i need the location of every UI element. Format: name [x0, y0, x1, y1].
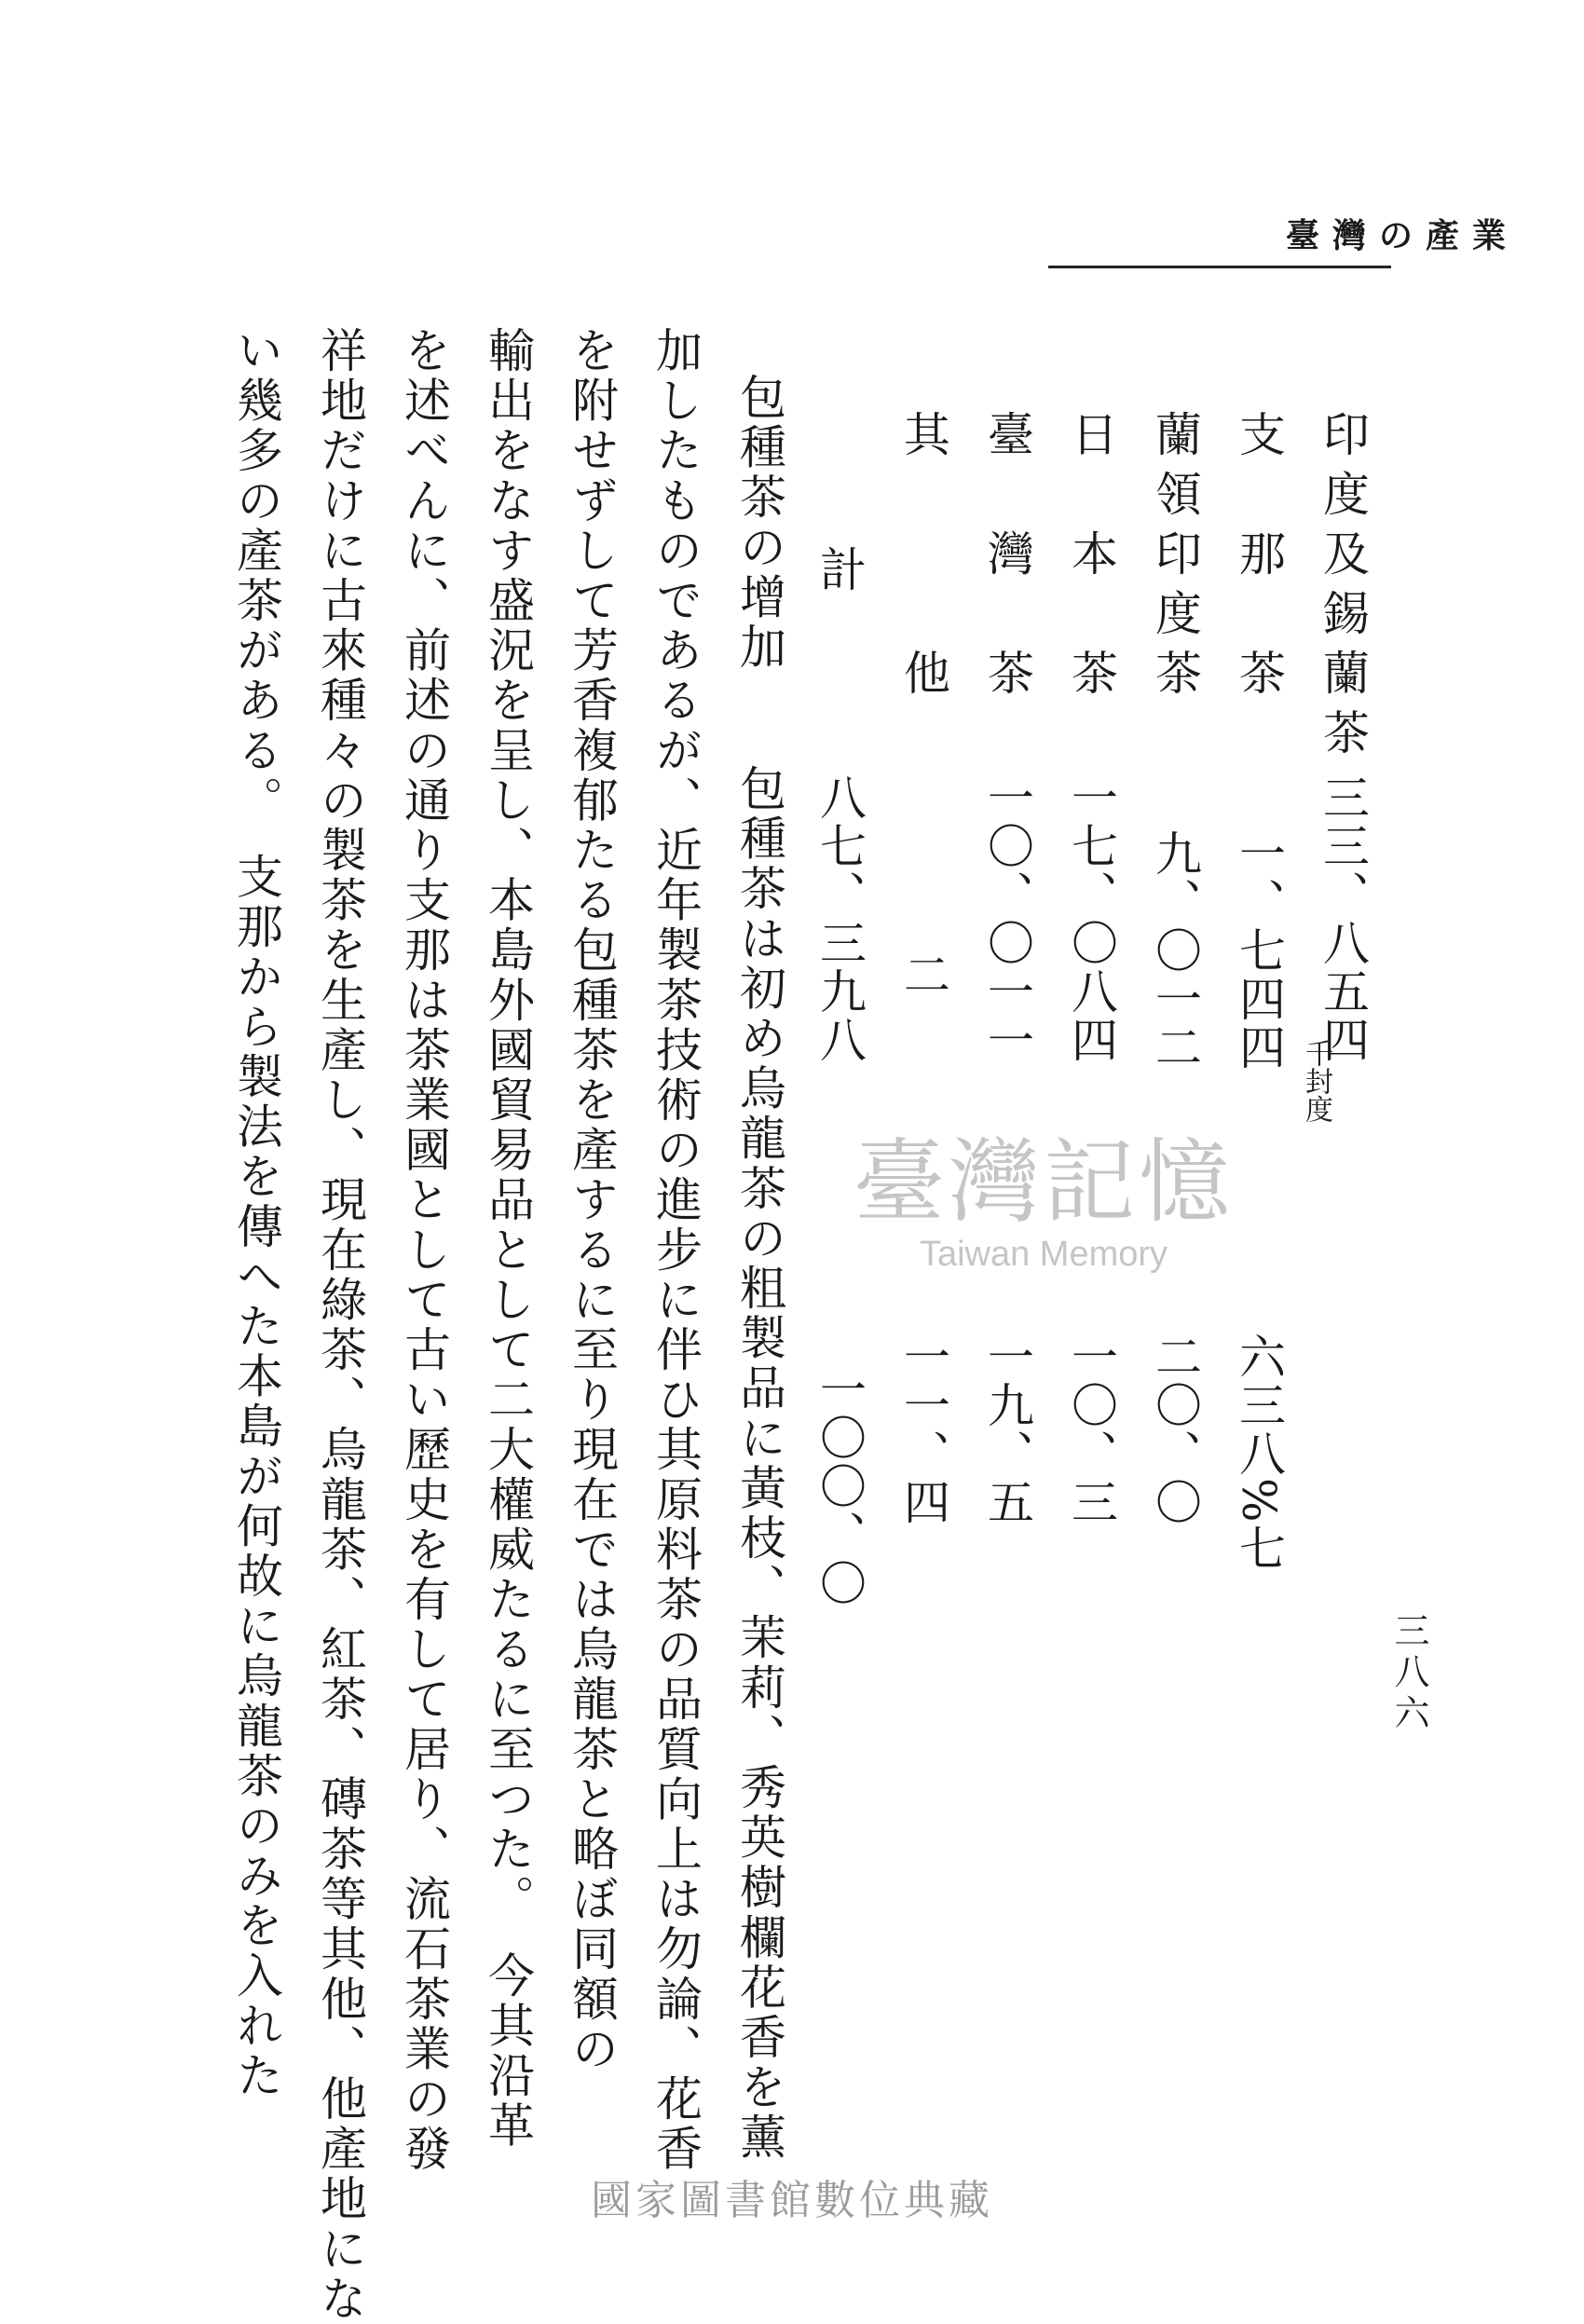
table-row-value: 三三、八五四 — [1316, 773, 1370, 1064]
table-row-percent: 一九、五 — [980, 1333, 1034, 1526]
table-row-value: 一、七四四 — [1232, 829, 1286, 1072]
table-row-name: 印度及錫蘭茶 — [1316, 410, 1370, 768]
body-line: を述べんに、前述の通り支那は茶業國として古い歷史を有して居り、流石茶業の發 — [397, 326, 451, 2175]
running-title: 臺灣の產業 — [1285, 216, 1519, 255]
table-row-value: 九、〇一二 — [1148, 829, 1202, 1072]
watermark — [801, 1109, 1286, 1275]
body-line: い幾多の產茶がある。 支那から製法を傳へた本島が何故に烏龍茶のみを入れた — [229, 326, 283, 2101]
body-line: 加したものであるが、近年製茶技術の進步に伴ひ其原料茶の品質向上は勿論、花香 — [649, 326, 703, 2175]
table-row-name: 臺 灣 茶 — [980, 410, 1034, 708]
body-line: 包種茶は初め烏龍茶の粗製品に黃枝、茉莉、秀英樹欄花香を薰 — [732, 764, 786, 2163]
body-line: 祥地だけに古來種々の製茶を生產し、現在綠茶、烏龍茶、紅茶、磚茶等其他、他產地にな — [313, 326, 367, 2324]
table-row-percent: 二〇、〇 — [1148, 1333, 1202, 1526]
watermark-english: Taiwan Memory — [919, 1235, 1168, 1274]
table-row-value: 一〇、〇一一 — [980, 773, 1034, 1064]
table-row-name: 支 那 茶 — [1232, 410, 1286, 708]
table-row-name: 日 本 茶 — [1064, 410, 1118, 708]
section-heading: 包種茶の增加 — [732, 373, 786, 673]
watermark-chinese: 臺灣記憶 — [853, 1129, 1234, 1236]
table-unit: 千封度 — [1300, 1039, 1332, 1123]
table-total-label: 計 — [812, 545, 867, 605]
table-total-percent: 一〇〇、〇 — [812, 1365, 867, 1607]
body-line: を附せずして芳香複郁たる包種茶を產するに至り現在では烏龍茶と略ぼ同額の — [565, 326, 619, 2074]
page-number: 三八六 — [1388, 1612, 1429, 1735]
table-row-value: 一七、〇八四 — [1064, 773, 1118, 1064]
table-row-value: 二 — [896, 950, 950, 999]
body-line: 輸出をなす盛況を呈し、本島外國貿易品として二大權威たるに至つた。 今其沿革 — [481, 326, 535, 2152]
table-row-name: 其 他 — [896, 410, 950, 708]
table-row-percent: 一一、四 — [896, 1333, 950, 1526]
table-row-percent: 一〇、三 — [1064, 1333, 1118, 1526]
table-total-value: 八七、三九八 — [812, 773, 867, 1064]
footer-archive-label: 國家圖書館數位典藏 — [591, 2177, 993, 2224]
header-rule — [1048, 266, 1391, 268]
table-row-name: 蘭領印度茶 — [1148, 410, 1202, 708]
table-row-percent: 六三八%七 — [1232, 1333, 1286, 1573]
